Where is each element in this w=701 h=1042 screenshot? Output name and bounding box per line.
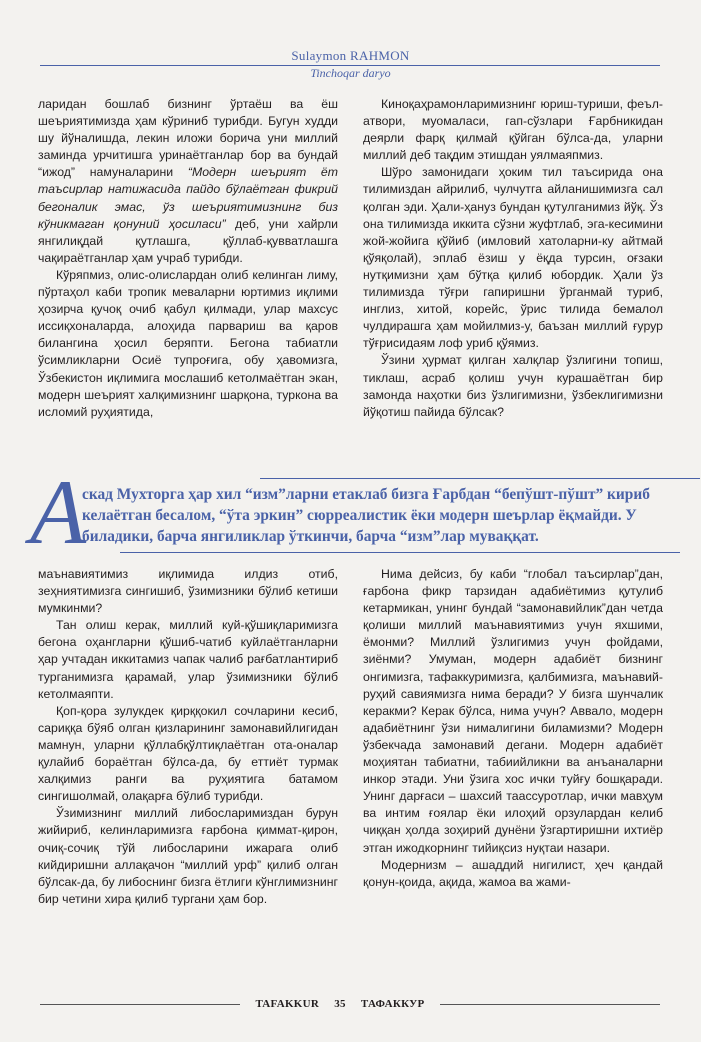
paragraph: Модернизм – ашаддий нигилист, ҳеч қандай қонун-қоида, ақида, жамоа ва жами-	[363, 857, 663, 889]
header-rule	[40, 65, 660, 66]
pull-quote-rule-top	[260, 478, 700, 479]
paragraph: Ўзимизнинг миллий либосларимиздан бурун жийириб, келинларимизга ғарбона қиммат-қирон, очиқ-сочиқ тўй либосларини ижарага олиб кийдиришни аллақачон “миллий урф” қилиб олган бўлсак-да, бу либоснинг бизга ётлиги кўнглимизнинг бир четини хира қилиб тургани ҳам бор.	[38, 806, 338, 906]
running-footer	[0, 996, 701, 1016]
pull-quote	[30, 461, 675, 563]
column-bottom-left	[38, 566, 338, 908]
column-top-right	[363, 96, 663, 421]
italic-quote: “Модерн шеърият ёт таъсирлар натижасида пайдо бўлаётган фикрий бегоналик эмас, ўз шеъриятимизнинг биз кўникмаган қонуний ҳосиласи”	[38, 165, 339, 231]
footer-rule-right	[440, 1004, 660, 1005]
header-author: Sulaymon RAHMON	[291, 48, 410, 63]
paragraph: Киноқаҳрамонларимизнинг юриш-туриши, феъл-атвори, муомаласи, гап-сўзлари Ғарбникидан деярли фарқ қилмай қўйган бўлса-да, уларни миллий деб тақдим этишдан уялмаяпмиз.	[363, 97, 663, 163]
paragraph: Ўзини ҳурмат қилган халқлар ўзлигини топиш, тиклаш, асраб қолиш учун курашаётган бир замонда наҳотки биз ўзлигимизни, ўзбеклигимизни йўқотиш пайида бўлсак?	[363, 353, 663, 419]
footer-journal-latin: TAFAKKUR	[255, 998, 320, 1010]
pull-quote-text: скад Мухторга ҳар хил “изм”ларни етаклаб бизга Ғарбдан “бепўшт-пўшт” кириб келаётган бесалом, “ўта эркин” сюрреалистик ёки модерн шеърлар ёқмайди. У биладики, барча янгиликлар ўткинчи, барча “изм”лар муваққат.	[82, 486, 650, 545]
paragraph: Кўряпмиз, олис-олислардан олиб келинган лиму, пўртаҳол каби тропик меваларни юртимиз иқлими ҳозирча қучоқ очиб қабул қилмади, улар махсус иссиқхоналарда, алоҳида парвариш ва қаров билангина ҳосил беряпти. Бегона табиатли ўсимликларни Осиё тупроғига, обу ҳавомизга, Ўзбекистон иқлимига мослашиб кетолмаётган экан, модерн шеърият халқимизнинг шарқона, туркона ва исломий руҳиятида,	[38, 267, 338, 419]
running-header	[0, 48, 701, 81]
page-number: 35	[334, 998, 346, 1010]
paragraph: Қоп-қора зулукдек қирққокил сочларини кесиб, сариққа бўяб олган қизларининг замонавийлигидан мамнун, уларни қўллабқўлтиқлаётган ота-оналар қулайиб бораётган бўлса-да, бу еттиёт турмак халқимиз ранги ва руҳиятига батамом сингишолмай, олақарға бўлиб турибди.	[38, 703, 338, 804]
footer-label	[240, 996, 440, 1012]
drop-cap: А	[30, 461, 87, 563]
paragraph: ларидан бошлаб бизнинг ўртаёш ва ёш шеъриятимизда ҳам кўриниб турибди. Бугун худди шу йўналишда, лекин иложи борича уни миллий заминда урчитишга уринаётганлар бор ва бундай “ижод” намуналарини “Модерн шеърият ёт таъсирлар натижасида пайдо бўлаётган фикрий бегоналик эмас, ўз шеъриятимизнинг биз кўникмаган қонуний ҳосиласи” деб, уни хайрли янгилиқдай қутлашга, қўллаб-қувватлашга чақираётганлар ҳам учраб турибди.	[38, 97, 339, 265]
footer-rule-left	[40, 1004, 240, 1005]
paragraph: Нима дейсиз, бу каби “глобал таъсирлар”дан, ғарбона фикр тарзидан адабиётимиз қутулиб кетармикан, унинг бундай “замонавийлик”дан четда қолиши миллий маънавиятимиз учун яхшими, ёмонми? Миллий ўзлигимиз учун фойдами, зиёнми? Умуман, модерн адабиёт бизнинг онгимизга, тафаккуримизга, қалбимизга, маънавий-руҳий савиямизга нима беради? У бизга шунчалик керакми? Керак бўлса, нима учун? Аввало, модерн адабиётнинг ўзи нималигини биламизми? Модерн ўзбекчада замонавий дегани. Модерн адабиёт моҳиятан табиатни, табиийликни ва анъаналарни инкор этади. Уни ўзига хос ички туйғу бошқаради. Унинг дарғаси – шахсий тааccуротлар, ички мавҳум ва интим ғоялар ёки илоҳий орзулардан келиб чиққан ҳолда зоҳирий дунёни ўзгартиришни ихтиёр этган ижодкорнинг тийиқсиз нуқтаи назари.	[363, 567, 663, 855]
header-book-title: Tinchoqar daryo	[310, 66, 391, 80]
paragraph: маънавиятимиз иқлимида илдиз отиб, зеҳниятимизга сингишиб, ўзимизники бўлиб кетиши мумкинми?	[38, 567, 338, 616]
column-bottom-right	[363, 566, 663, 891]
pull-quote-rule-bottom	[120, 552, 680, 553]
paragraph: Шўро замонидаги ҳоким тил таъсирида она тилимиздан айрилиб, чулчутга айланишимизга сал қолган эди. Ҳали-ҳануз бундан қутулганимиз йўқ. Ўз она тилимизда иккита сўзни жуфтлаб, эга-кесимини жой-жойига қўйиб (имловий хатоларни-ку айтмай қўяқолай), эплаб ёзиш у ёқда турсин, оғзаки нутқимизни ҳам бўтқа қилиб юбордик. Ҳали ўз тилимизда тўғри гапиришни ўрганмай туриб, инглиз, хитой, корейс, ўрис тилида бемалол чулдирашга ҳам мойилмиз-у, баъзан миллий ғурур тўғрисидаям лоф уриб қўямиз.	[363, 165, 663, 351]
column-top-left	[38, 96, 338, 421]
footer-journal-cyrillic: ТАФАККУР	[360, 998, 425, 1010]
paragraph: Тан олиш керак, миллий куй-қўшиқларимизга бегона оҳангларни қўшиб-чатиб куйлаётганларни ҳар учтадан иккитамиз чапак чалиб рағбатлантириб турганимизга қарамай, улар ўзимизники бўлиб кетолмаяпти.	[38, 618, 338, 701]
